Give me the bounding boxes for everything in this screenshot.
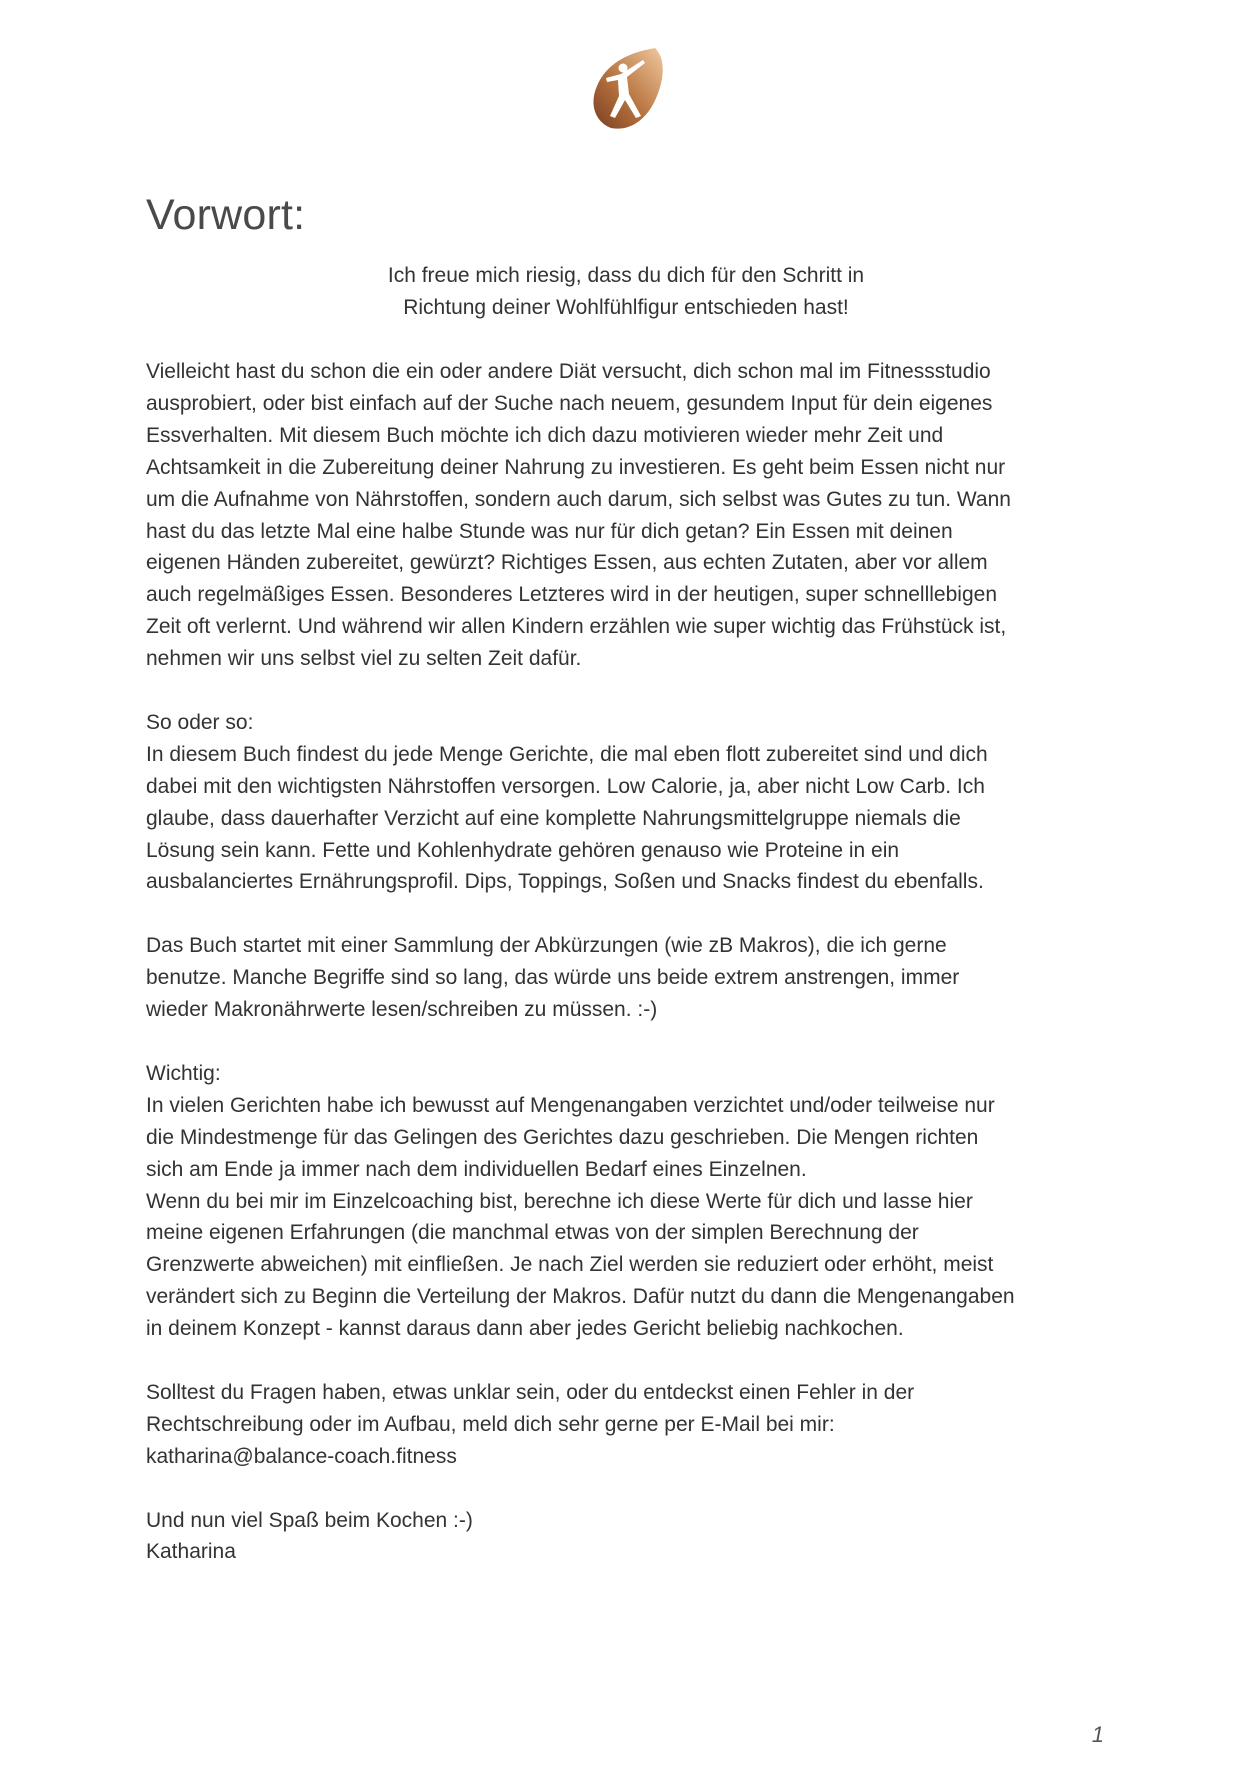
paragraph: Vielleicht hast du schon die ein oder andere Diät versucht, dich schon mal im Fitnessstudio ausprobiert, oder bist einfach auf der Suche nach neuem, gesundem Input für dein eigenes Essverhalten. Mit diesem Buch möchte ich dich dazu motivieren wieder mehr Zeit und Achtsamkeit in die Zubereitung deiner Nahrung zu investieren. Es geht beim Essen nicht nur um die Aufnahme von Nährstoffen, sondern auch darum, sich selbst was Gutes zu tun. Wann hast du das letzte Mal eine halbe Stunde was nur für dich getan? Ein Essen mit deinen eigenen Händen zubereitet, gewürzt? Richtiges Essen, aus echten Zutaten, aber vor allem auch regelmäßiges Essen. Besonderes Letzteres wird in der heutigen, super schnelllebigen Zeit oft verlernt. Und während wir allen Kindern erzählen wie super wichtig das Frühstück ist, nehmen wir uns selbst viel zu selten Zeit dafür.: [146, 360, 1011, 671]
body-text: [146, 356, 1116, 1600]
intro-line: Ich freue mich riesig, dass du dich für den Schritt in: [387, 264, 865, 287]
intro-line: Richtung deiner Wohlfühlfigur entschieden hast!: [403, 296, 849, 319]
page-title: Vorwort:: [146, 191, 306, 239]
intro-text: [146, 260, 1106, 324]
paragraph: Solltest du Fragen haben, etwas unklar sein, oder du entdeckst einen Fehler in der Rechtschreibung oder im Aufbau, meld dich sehr gerne per E-Mail bei mir: katharina@balance-coach.fitness: [146, 1380, 915, 1468]
paragraph: Wichtig: In vielen Gerichten habe ich bewusst auf Mengenangaben verzichtet und/oder teilweise nur die Mindestmenge für das Gelingen des Gerichtes dazu geschrieben. Die Mengen richten sich am Ende ja immer nach dem individuellen Bedarf eines Einzelnen. Wenn du bei mir im Einzelcoaching bist, berechne ich diese Werte für dich und lasse hier meine eigenen Erfahrungen (die manchmal etwas von der simplen Berechnung der Grenzwerte abweichen) mit einfließen. Je nach Ziel werden sie reduziert oder erhöht, meist verändert sich zu Beginn die Verteilung der Makros. Dafür nutzt du dann die Mengenangaben in deinem Konzept - kannst daraus dann aber jedes Gericht beliebig nachkochen.: [146, 1061, 1015, 1341]
paragraph: Das Buch startet mit einer Sammlung der Abkürzungen (wie zB Makros), die ich gerne benutze. Manche Begriffe sind so lang, das würde uns beide extrem anstrengen, immer wieder Makronährwerte lesen/schreiben zu müssen. :-): [146, 934, 960, 1022]
paragraph: So oder so: In diesem Buch findest du jede Menge Gerichte, die mal eben flott zubereitet sind und dich dabei mit den wichtigsten Nährstoffen versorgen. Low Calorie, ja, aber nicht Low Carb. Ich glaube, dass dauerhafter Verzicht auf eine komplette Nahrungsmittelgruppe niemals die Lösung sein kann. Fette und Kohlenhydrate gehören genauso wie Proteine in ein ausbalanciertes Ernährungsprofil. Dips, Toppings, Soßen und Snacks findest du ebenfalls.: [146, 710, 988, 894]
paragraph: Und nun viel Spaß beim Kochen :-) Katharina: [146, 1508, 473, 1564]
page-number: 1: [1091, 1722, 1104, 1747]
balance-coach-logo: [585, 46, 671, 130]
